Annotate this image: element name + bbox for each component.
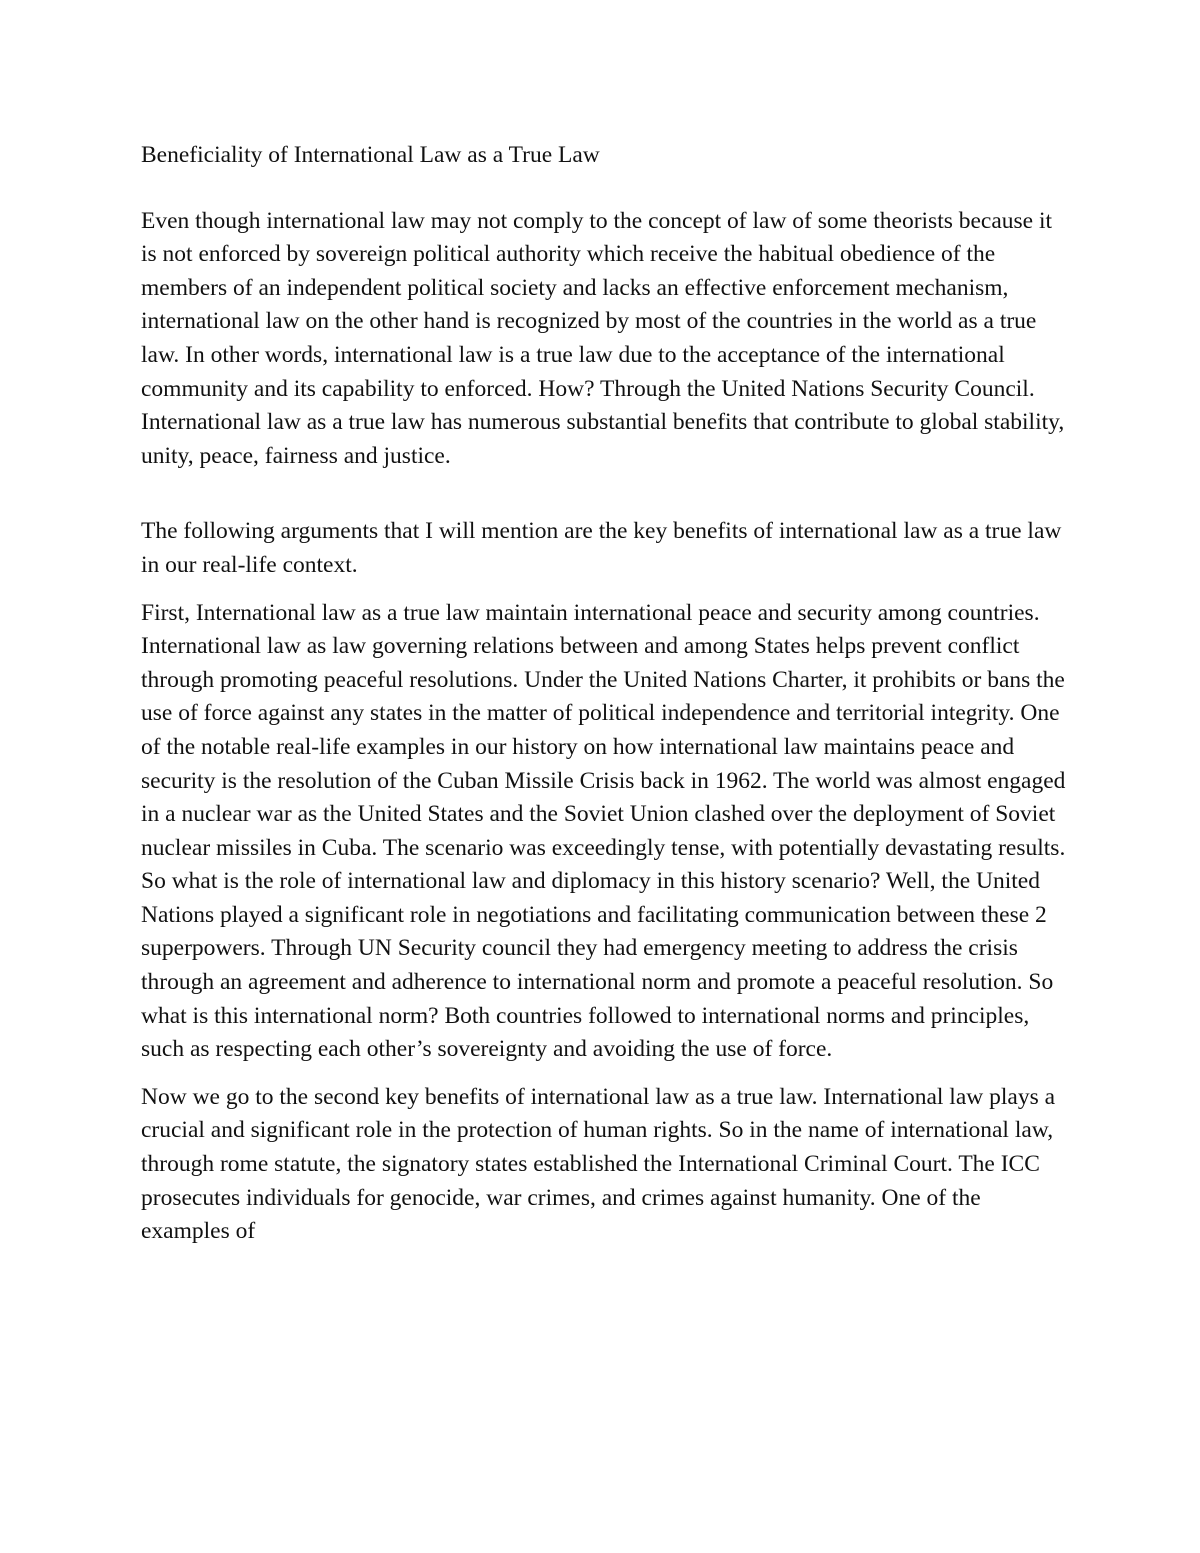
paragraph-first-benefit: First, International law as a true law maintain international peace and security among countries. International law as law governing relations between and among States helps prevent conflict through promoting peaceful resolutions. Under the United Nations Charter, it prohibits or bans the use of force against any states in the matter of political independence and territorial integrity. One of the notable real-life examples in our history on how international law maintains peace and security is the resolution of the Cuban Missile Crisis back in 1962. The world was almost engaged in a nuclear war as the United States and the Soviet Union clashed over the deployment of Soviet nuclear missiles in Cuba. The scenario was exceedingly tense, with potentially devastating results. So what is the role of international law and diplomacy in this history scenario? Well, the United Nations played a significant role in negotiations and facilitating communication between these 2 superpowers. Through UN Security council they had emergency meeting to address the crisis through an agreement and adherence to international norm and promote a peaceful resolution. So what is this international norm? Both countries followed to international norms and principles, such as respecting each other’s sovereignty and avoiding the use of force.: [141, 599, 1066, 1063]
document-body: [141, 139, 1071, 1249]
paragraph-intro: Even though international law may not comply to the concept of law of some theorists because it is not enforced by sovereign political authority which receive the habitual obedience of the members of an independent political society and lacks an effective enforcement mechanism, international law on the other hand is recognized by most of the countries in the world as a true law. In other words, international law is a true law due to the acceptance of the international community and its capability to enforced. How? Through the United Nations Security Council. International law as a true law has numerous substantial benefits that contribute to global stability, unity, peace, fairness and justice.: [141, 207, 1065, 469]
paragraph-arguments-intro: The following arguments that I will mention are the key benefits of international law as a true law in our real-life context.: [141, 518, 1062, 578]
paragraph-second-benefit: Now we go to the second key benefits of international law as a true law. International law plays a crucial and significant role in the protection of human rights. So in the name of international law, through rome statute, the signatory states established the International Criminal Court. The ICC prosecutes individuals for genocide, war crimes, and crimes against humanity. One of the examples of: [141, 1083, 1056, 1245]
document-title: Beneficiality of International Law as a True Law: [141, 142, 600, 168]
